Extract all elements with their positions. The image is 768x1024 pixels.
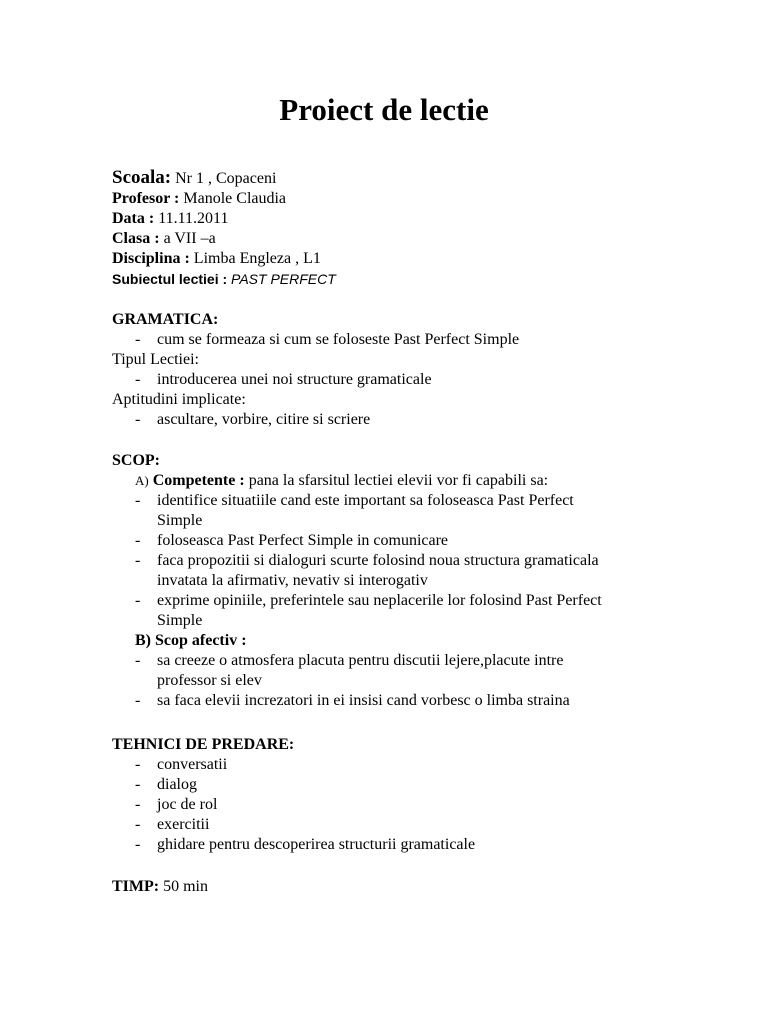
list-item-text: joc de rol	[157, 796, 218, 813]
list-item	[112, 491, 672, 531]
bullet-dash: -	[135, 331, 141, 348]
bullet-dash: -	[135, 371, 141, 388]
bullet-dash: -	[135, 836, 141, 853]
lesson-info	[112, 167, 672, 289]
list-item	[112, 591, 672, 631]
disciplina-label: Disciplina :	[112, 250, 190, 267]
tipul-lectiei-label: Tipul Lectiei:	[112, 351, 199, 368]
timp-section	[112, 877, 672, 897]
scoala-value: Nr 1 , Copaceni	[171, 170, 277, 187]
list-item-text-cont: invatata la afirmativ, nevativ si interogativ	[157, 572, 428, 589]
data-label: Data :	[112, 210, 155, 227]
clasa-line	[112, 229, 672, 249]
subiect-value: PAST PERFECT	[227, 271, 336, 287]
scoala-line	[112, 167, 672, 189]
list-item-text: sa creeze o atmosfera placuta pentru discutii lejere,placute intre	[157, 652, 564, 669]
list-item-text-cont: Simple	[157, 512, 203, 529]
list-item	[112, 551, 672, 591]
list-item-text: dialog	[157, 776, 197, 793]
list-item-text: sa faca elevii increzatori in ei insisi cand vorbesc o limba straina	[157, 692, 570, 709]
list-item-text: ascultare, vorbire, citire si scriere	[157, 411, 371, 428]
list-item	[112, 835, 672, 855]
bullet-dash: -	[135, 652, 141, 669]
profesor-value: Manole Claudia	[179, 190, 287, 207]
competente-marker: A)	[135, 473, 149, 488]
list-item-text: conversatii	[157, 756, 228, 773]
bullet-dash: -	[135, 592, 141, 609]
list-item-text: foloseasca Past Perfect Simple in comunicare	[157, 532, 449, 549]
list-item-text: identifice situatiile cand este important sa foloseasca Past Perfect	[157, 492, 574, 509]
data-value: 11.11.2011	[154, 210, 229, 227]
scop-section	[112, 451, 672, 711]
scoala-label: Scoala:	[112, 167, 172, 188]
timp-value: 50 min	[159, 878, 208, 895]
disciplina-value: Limba Engleza , L1	[189, 250, 321, 267]
subiect-line	[112, 269, 672, 289]
list-item	[112, 691, 672, 711]
list-item	[112, 795, 672, 815]
list-item-text: exprime opiniile, preferintele sau neplacerile lor folosind Past Perfect	[157, 592, 602, 609]
tehnici-section	[112, 735, 672, 855]
list-item	[112, 410, 672, 430]
scop-afectiv-label: B) Scop afectiv :	[135, 632, 247, 649]
list-item	[112, 531, 672, 551]
tehnici-heading: TEHNICI DE PREDARE:	[112, 736, 295, 753]
bullet-dash: -	[135, 492, 141, 509]
scop-heading: SCOP:	[112, 452, 160, 469]
list-item-text: cum se formeaza si cum se foloseste Past Perfect Simple	[157, 331, 520, 348]
bullet-dash: -	[135, 532, 141, 549]
list-item	[112, 815, 672, 835]
bullet-dash: -	[135, 776, 141, 793]
list-item-text-cont: professor si elev	[157, 672, 262, 689]
list-item	[112, 651, 672, 691]
document-title: Proiect de lectie	[279, 92, 489, 127]
timp-label: TIMP:	[112, 878, 160, 895]
profesor-label: Profesor :	[112, 190, 180, 207]
subiect-label: Subiectul lectiei :	[112, 271, 228, 287]
clasa-value: a VII –a	[159, 230, 216, 247]
bullet-dash: -	[135, 411, 141, 428]
bullet-dash: -	[135, 756, 141, 773]
disciplina-line	[112, 249, 672, 269]
gramatica-section	[112, 310, 672, 430]
aptitudini-label: Aptitudini implicate:	[112, 391, 246, 408]
list-item	[112, 330, 672, 350]
list-item-text: introducerea unei noi structure gramaticale	[157, 371, 432, 388]
competente-label: Competente :	[152, 472, 245, 489]
list-item-text: faca propozitii si dialoguri scurte folosind noua structura gramaticala	[157, 552, 599, 569]
list-item	[112, 755, 672, 775]
list-item-text: ghidare pentru descoperirea structurii gramaticale	[157, 836, 476, 853]
clasa-label: Clasa :	[112, 230, 160, 247]
gramatica-heading: GRAMATICA:	[112, 311, 219, 328]
bullet-dash: -	[135, 796, 141, 813]
list-item	[112, 370, 672, 390]
bullet-dash: -	[135, 552, 141, 569]
competente-line	[112, 471, 672, 491]
competente-text: pana la sfarsitul lectiei elevii vor fi capabili sa:	[244, 472, 549, 489]
bullet-dash: -	[135, 816, 141, 833]
data-line	[112, 209, 672, 229]
timp-line	[112, 877, 672, 897]
profesor-line	[112, 189, 672, 209]
list-item-text-cont: Simple	[157, 612, 203, 629]
list-item	[112, 775, 672, 795]
list-item-text: exercitii	[157, 816, 210, 833]
bullet-dash: -	[135, 692, 141, 709]
